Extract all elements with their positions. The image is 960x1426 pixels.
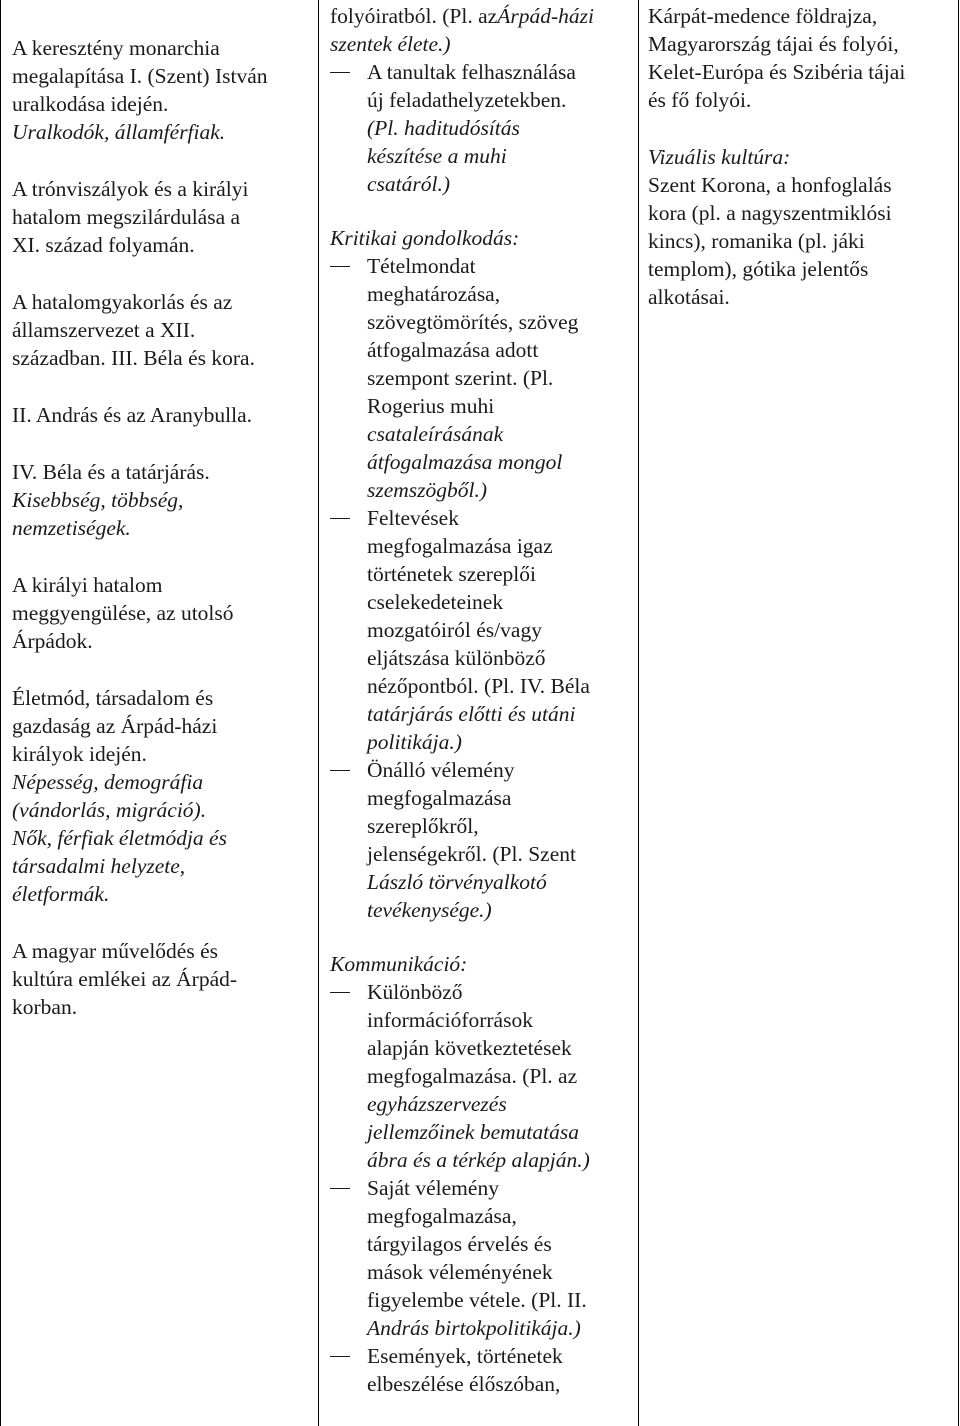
text-line: szövegtömörítés, szöveg: [367, 310, 579, 334]
skills-column: [330, 2, 620, 1398]
text-line: átfogalmazása adott: [367, 338, 539, 362]
text-line: alapján következtetések: [367, 1036, 572, 1060]
text-line: megfogalmazása. (Pl. az: [367, 1064, 578, 1088]
text-line: társadalmi helyzete,: [12, 854, 186, 878]
text-line: készítése a muhi: [367, 144, 507, 168]
text-line: elbeszélése élőszóban,: [367, 1372, 561, 1396]
text-line: jellemzőinek bemutatása: [367, 1120, 579, 1144]
topic-block: [12, 175, 312, 259]
table-divider-2: [638, 0, 639, 1426]
dash-list-item: [330, 978, 620, 1174]
table-border-right: [958, 0, 959, 1426]
text-line: A trónviszályok és a királyi: [12, 177, 249, 201]
text-line: Árpádok.: [12, 629, 93, 653]
text-line: államszervezet a XII.: [12, 318, 196, 342]
text-line: Árpád-házi szentek élete.): [330, 4, 594, 56]
text-line: A keresztény monarchia: [12, 36, 220, 60]
text-line: IV. Béla és a tatárjárás.: [12, 460, 210, 484]
connections-column: [648, 2, 953, 340]
text-line: egyházszervezés: [367, 1092, 507, 1116]
table-divider-1: [318, 0, 319, 1426]
dash-bullet-icon: [330, 1188, 350, 1189]
text-line: nemzetiségek.: [12, 516, 131, 540]
text-line: kincs), romanika (pl. jáki: [648, 229, 865, 253]
text-line: uralkodása idején.: [12, 92, 169, 116]
dash-bullet-icon: [330, 518, 350, 519]
table-border-left: [0, 0, 1, 1426]
text-line: folyóiratból. (Pl. az: [330, 4, 498, 28]
text-line: királyok idején.: [12, 742, 147, 766]
section-heading: Kritikai gondolkodás:: [330, 226, 520, 250]
text-line: megfogalmazása igaz: [367, 534, 553, 558]
text-line: Tételmondat: [367, 254, 476, 278]
text-line: megalapítása I. (Szent) István: [12, 64, 268, 88]
text-line: szereplőkről,: [367, 814, 479, 838]
text-line: csataleírásának: [367, 422, 504, 446]
section-heading: Kommunikáció:: [330, 952, 468, 976]
text-line: (Pl. haditudósítás: [367, 116, 520, 140]
text-line: Események, történetek: [367, 1344, 563, 1368]
text-line: Önálló vélemény: [367, 758, 515, 782]
text-line: Saját vélemény: [367, 1176, 499, 1200]
dash-bullet-icon: [330, 770, 350, 771]
text-line: Uralkodók, államférfiak.: [12, 120, 226, 144]
text-line: szempont szerint. (Pl.: [367, 366, 554, 390]
dash-bullet-icon: [330, 266, 350, 267]
dash-bullet-icon: [330, 992, 350, 993]
skill-section: [330, 224, 620, 924]
text-line: életformák.: [12, 882, 110, 906]
text-line: A királyi hatalom: [12, 573, 163, 597]
topic-block: [12, 458, 312, 542]
text-line: eljátszása különböző: [367, 646, 546, 670]
text-line: tatárjárás előtti és utáni: [367, 702, 576, 726]
text-line: meggyengülése, az utolsó: [12, 601, 234, 625]
text-line: politikája.): [367, 730, 462, 754]
text-line: Feltevések: [367, 506, 459, 530]
text-line: meghatározása,: [367, 282, 501, 306]
text-line: A tanultak felhasználása: [367, 60, 576, 84]
text-line: XI. század folyamán.: [12, 233, 195, 257]
text-line: alkotásai.: [648, 285, 730, 309]
dash-list-item: [330, 1174, 620, 1342]
text-line: Vizuális kultúra:: [648, 145, 791, 169]
text-line: átfogalmazása mongol: [367, 450, 563, 474]
text-line: csatáról.): [367, 172, 451, 196]
dash-list-item: [330, 252, 620, 504]
text-line: Magyarország tájai és folyói,: [648, 32, 899, 56]
text-line: tevékenysége.): [367, 898, 492, 922]
text-line: történetek szereplői: [367, 562, 536, 586]
text-line: jelenségekről. (Pl. Szent: [367, 842, 576, 866]
text-line: gazdaság az Árpád-házi: [12, 714, 218, 738]
text-line: ábra és a térkép alapján.): [367, 1148, 590, 1172]
continued-text: [330, 2, 620, 58]
text-line: Szent Korona, a honfoglalás: [648, 173, 892, 197]
dash-list-item: [330, 756, 620, 924]
text-line: Kárpát-medence földrajza,: [648, 4, 878, 28]
text-line: hatalom megszilárdulása a: [12, 205, 241, 229]
text-line: cselekedeteinek: [367, 590, 504, 614]
text-line: mások véleményének: [367, 1260, 553, 1284]
text-line: András birtokpolitikája.): [367, 1316, 581, 1340]
text-line: tárgyilagos érvelés és: [367, 1232, 552, 1256]
text-line: László törvényalkotó: [367, 870, 547, 894]
dash-list-item: [330, 1342, 620, 1398]
text-line: Rogerius muhi: [367, 394, 495, 418]
text-line: Különböző: [367, 980, 463, 1004]
topic-block: [12, 684, 312, 908]
text-line: században. III. Béla és kora.: [12, 346, 255, 370]
text-line: Életmód, társadalom és: [12, 686, 214, 710]
text-line: templom), gótika jelentős: [648, 257, 869, 281]
dash-list-item: [330, 504, 620, 756]
text-line: A magyar művelődés és: [12, 939, 218, 963]
dash-bullet-icon: [330, 1356, 350, 1357]
text-line: II. András és az Aranybulla.: [12, 403, 253, 427]
text-line: szemszögből.): [367, 478, 488, 502]
skill-section: [330, 950, 620, 1398]
text-line: Nők, férfiak életmódja és: [12, 826, 227, 850]
topic-block: [12, 401, 312, 429]
text-line: korban.: [12, 995, 78, 1019]
text-line: figyelembe vétele. (Pl. II.: [367, 1288, 587, 1312]
dash-list-item: [330, 58, 620, 198]
visual-culture-connection: [648, 143, 953, 311]
text-line: információforrások: [367, 1008, 533, 1032]
geography-connection: [648, 2, 953, 114]
text-line: mozgatóiról és/vagy: [367, 618, 542, 642]
topic-block: [12, 571, 312, 655]
text-line: Kisebbség, többség,: [12, 488, 184, 512]
text-line: (vándorlás, migráció).: [12, 798, 207, 822]
text-line: megfogalmazása,: [367, 1204, 517, 1228]
text-line: új feladathelyzetekben.: [367, 88, 567, 112]
dash-bullet-icon: [330, 72, 350, 73]
text-line: kultúra emlékei az Árpád-: [12, 967, 238, 991]
topic-block: [12, 34, 312, 146]
text-line: Kelet-Európa és Szibéria tájai: [648, 60, 906, 84]
text-line: A hatalomgyakorlás és az: [12, 290, 233, 314]
topic-block: [12, 937, 312, 1021]
text-line: kora (pl. a nagyszentmiklósi: [648, 201, 892, 225]
topics-column: [12, 34, 312, 1050]
text-line: nézőpontból. (Pl. IV. Béla: [367, 674, 590, 698]
text-line: megfogalmazása: [367, 786, 512, 810]
topic-block: [12, 288, 312, 372]
text-line: és fő folyói.: [648, 88, 752, 112]
text-line: Népesség, demográfia: [12, 770, 204, 794]
